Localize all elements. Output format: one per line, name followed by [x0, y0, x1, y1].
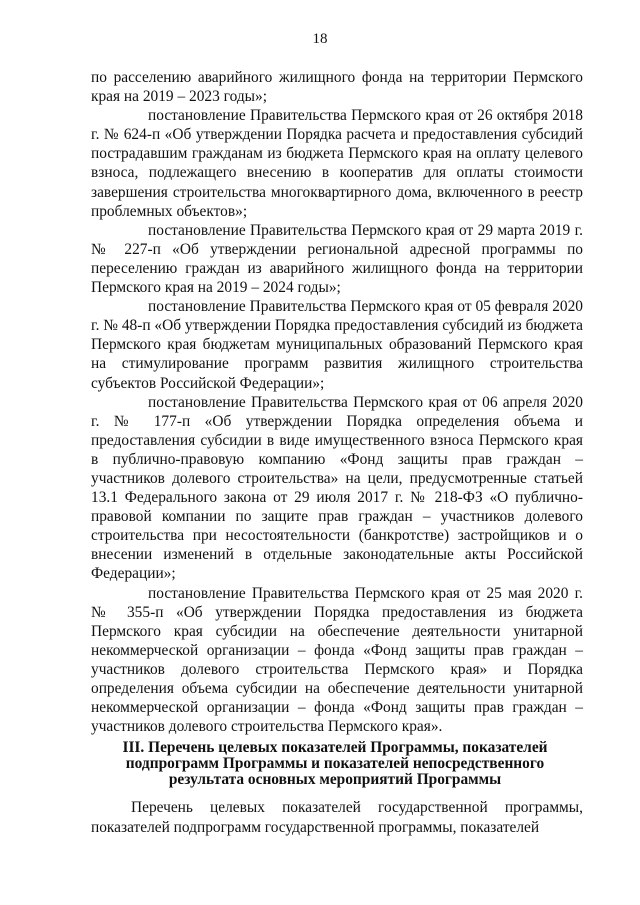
paragraph-decree-355: постановление Правительства Пермского края от 25 мая 2020 г. № 355-п «Об утверждении Порядка предоставления из бюджета Пермского края субсидии на обеспечение деятельности унитарной некоммерческой организации – фонда «Фонд защиты прав граждан – участников долевого строительства Пермского края» и Порядка определения объема субсидии на обеспечение деятельности унитарной некоммерческой организации – фонда «Фонд защиты прав граждан – участников долевого строительства Пермского края». [91, 584, 583, 736]
closing-text [91, 798, 583, 837]
paragraph-continuation: по расселению аварийного жилищного фонда на территории Пермского края на 2019 – 2023 годы»; [91, 69, 583, 106]
section-heading: III. Перечень целевых показателей Программы, показателей подпрограмм Программы и показателей непосредственного результата основных мероприятий Программы [122, 739, 548, 788]
body-text [91, 68, 583, 736]
paragraph-decree-227: постановление Правительства Пермского края от 29 марта 2019 г. № 227-п «Об утверждении региональной адресной программы по переселению граждан из аварийного жилищного фонда на территории Пермского края на 2019 – 2024 годы»; [91, 221, 583, 297]
paragraph-decree-624: постановление Правительства Пермского края от 26 октября 2018 г. № 624-п «Об утверждении Порядка расчета и предоставления субсидий пострадавшим гражданам из бюджета Пермского края на оплату целевого взноса, подлежащего внесению в кооператив для оплаты стоимости завершения строительства многоквартирного дома, включенного в реестр проблемных объектов»; [91, 107, 583, 220]
paragraph-decree-177: постановление Правительства Пермского края от 06 апреля 2020 г. № 177-п «Об утверждении Порядка определения объема и предоставления субсидии в виде имущественного взноса Пермского края в публично-правовую компанию «Фонд защиты прав граждан – участников долевого строительства» на цели, предусмотренные статьей 13.1 Федерального закона от 29 июля 2017 г. № 218-ФЗ «О публично-правовой компании по защите прав граждан – участников долевого строительства при несостоятельности (банкротстве) застройщиков и о внесении изменений в отдельные законодательные акты Российской Федерации»; [91, 393, 583, 583]
page-number: 18 [312, 31, 328, 47]
paragraph-decree-48: постановление Правительства Пермского края от 05 февраля 2020 г. № 48-п «Об утверждении Порядка предоставления субсидий из бюджета Пермского края бюджетам муниципальных образований Пермского края на стимулирование программ развития жилищного строительства субъектов Российской Федерации»; [91, 298, 583, 392]
paragraph-indicators-list: Перечень целевых показателей государственной программы, показателей подпрограмм государственной программы, показателей [91, 799, 583, 836]
